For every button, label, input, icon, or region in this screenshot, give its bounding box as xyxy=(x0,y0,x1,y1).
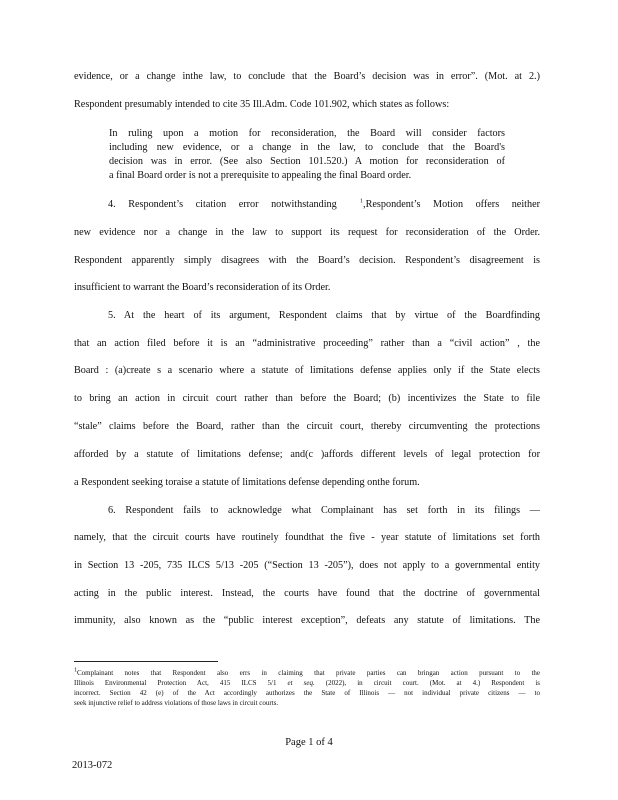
para4-cont: ,Respondent’s Motion offers neither xyxy=(363,199,540,210)
docket-number: 2013-072 xyxy=(72,760,113,771)
page-number: Page 1 of 4 xyxy=(285,737,333,748)
body-line: Board : (a)create s a scenario where a statute of limitations defense applies only if the State elects xyxy=(74,365,540,376)
footnote-separator xyxy=(74,661,218,662)
quote-line: a final Board order is not a prerequisite to appealing the final Board order. xyxy=(109,170,412,181)
body-line: 6. Respondent fails to acknowledge what Complainant has set forth in its filings — xyxy=(108,505,540,516)
body-line: to bring an action in circuit court rather than before the Board; (b) incentivizes the State to file xyxy=(74,393,540,404)
body-line: evidence, or a change inthe law, to conclude that the Board’s decision was in error”. (Mot. at 2.) xyxy=(74,71,540,82)
body-line: a Respondent seeking toraise a statute of limitations defense depending onthe forum. xyxy=(74,477,420,488)
body-line: namely, that the circuit courts have routinely foundthat the five - year statute of limitations set forth xyxy=(74,532,540,543)
body-line: immunity, also known as the “public interest exception”, defeats any statute of limitations. The xyxy=(74,615,540,626)
body-line: insufficient to warrant the Board’s reconsideration of its Order. xyxy=(74,282,331,293)
body-line: in Section 13 -205, 735 ILCS 5/13 -205 (“Section 13 -205”), does not apply to a governmental entity xyxy=(74,560,540,571)
footnote-mark: 1 xyxy=(74,667,77,674)
footnote-ref[interactable]: 1 xyxy=(360,198,364,205)
footnote-text: Illinois Environmental Protection Act, 415 ILCS 5/1 xyxy=(74,679,277,687)
body-line: new evidence nor a change in the law to support its request for reconsideration of the Order. xyxy=(74,227,540,238)
footnote-line: incorrect. Section 42 (e) of the Act accordingly authorizes the State of Illinois — not individual private citizens — to xyxy=(74,689,540,697)
body-line: that an action filed before it is an “administrative proceeding” rather than a “civil action” , the xyxy=(74,338,540,349)
footnote-line xyxy=(74,669,540,678)
body-line: “stale” claims before the Board, rather than the circuit court, thereby circumventing the protections xyxy=(74,421,540,432)
footnote-text: Complainant notes that Respondent also errs in claiming that private parties can bringan action pursuant to the xyxy=(77,669,540,677)
footnote-line xyxy=(74,679,540,688)
footnote-italic: et seq. xyxy=(287,679,315,687)
footnote-text: (2022), in circuit court. (Mot. at 4.) Respondent is xyxy=(325,679,541,687)
quote-line: In ruling upon a motion for reconsideration, the Board will consider factors xyxy=(109,128,505,139)
quote-line: including new evidence, or a change in the law, to conclude that the Board's xyxy=(109,142,505,153)
body-line: 5. At the heart of its argument, Respondent claims that by virtue of the Boardfinding xyxy=(108,310,540,321)
para4-start: 4. Respondent’s citation error notwithstanding xyxy=(108,199,337,210)
body-line: afforded by a statute of limitations defense; and(c )affords different levels of legal protection for xyxy=(74,449,540,460)
quote-line: decision was in error. (See also Section 101.520.) A motion for reconsideration of xyxy=(109,156,505,167)
body-line: acting in the public interest. Instead, the courts have found that the doctrine of governmental xyxy=(74,588,540,599)
body-line: Respondent apparently simply disagrees with the Board’s decision. Respondent’s disagreement is xyxy=(74,255,540,266)
footnote-line: seek injunctive relief to address violations of those laws in circuit courts. xyxy=(74,699,279,707)
body-line xyxy=(108,198,540,212)
body-line: Respondent presumably intended to cite 35 Ill.Adm. Code 101.902, which states as follows: xyxy=(74,99,450,110)
